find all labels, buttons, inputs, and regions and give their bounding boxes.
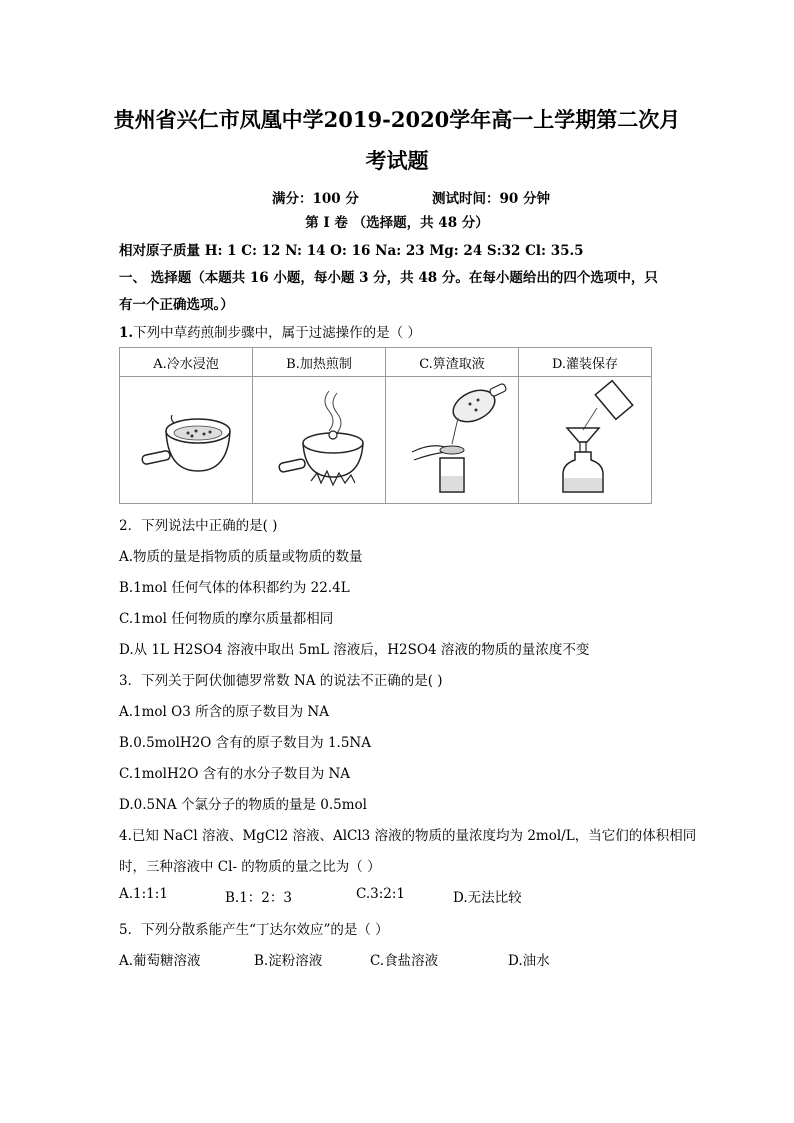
title-line-2: 考试题	[365, 148, 429, 173]
q1-image-c	[386, 377, 519, 504]
q3-stem: 3．下列关于阿伏伽德罗常数 NA 的说法不正确的是( )	[119, 673, 443, 689]
q4-option-a: A.1:1:1	[119, 886, 168, 902]
q1-option-b: B.加热煎制	[253, 348, 386, 377]
q5-stem: 5．下列分散系能产生“丁达尔效应”的是（ ）	[119, 922, 389, 938]
q4-line-1: 4.已知 NaCl 溶液、MgCl2 溶液、AlCl3 溶液的物质的量浓度均为 2mol/L，当它们的体积相同	[119, 828, 697, 844]
q5-option-a: A.葡萄糖溶液	[119, 953, 201, 969]
q1-option-a: A.冷水浸泡	[120, 348, 253, 377]
q3-option-d: D.0.5NA 个氯分子的物质的量是 0.5mol	[119, 797, 367, 813]
score: 满分：100 分	[272, 191, 359, 207]
q4-line-2: 时，三种溶液中 Cl- 的物质的量之比为（ ）	[119, 859, 381, 875]
q5-option-c: C.食盐溶液	[370, 953, 439, 969]
q1-image-a	[120, 377, 253, 504]
atomic-mass-line: 相对原子质量 H: 1 C: 12 N: 14 O: 16 Na: 23 Mg: 24 S:32 Cl: 35.5	[119, 243, 584, 259]
q2-option-b: B.1mol 任何气体的体积都约为 22.4L	[119, 580, 350, 596]
q1-number: 1.	[119, 325, 134, 341]
instructions-line-2: 有一个正确选项。）	[119, 297, 234, 313]
q5-option-d: D.油水	[508, 953, 550, 969]
bottling-illustration	[525, 378, 645, 498]
title-line-1: 贵州省兴仁市凤凰中学2019-2020学年高一上学期第二次月	[113, 107, 681, 132]
q3-option-a: A.1mol O3 所含的原子数目为 NA	[119, 704, 329, 720]
q4-option-b: B.1：2：3	[225, 890, 292, 906]
q1-image-b	[253, 377, 386, 504]
q3-option-b: B.0.5molH2O 含有的原子数目为 1.5NA	[119, 735, 371, 751]
q1-image-d	[519, 377, 652, 504]
q2-option-d: D.从 1L H2SO4 溶液中取出 5mL 溶液后，H2SO4 溶液的物质的量浓度不变	[119, 642, 590, 658]
filtering-illustration	[392, 378, 512, 498]
q2-stem: 2．下列说法中正确的是( )	[119, 518, 278, 534]
q2-option-c: C.1mol 任何物质的摩尔质量都相同	[119, 611, 334, 627]
heating-pot-illustration	[259, 381, 379, 496]
q1-option-d: D.灌装保存	[519, 348, 652, 377]
q5-option-b: B.淀粉溶液	[254, 953, 323, 969]
soaking-pot-illustration	[126, 383, 246, 493]
q1-options-table	[119, 347, 652, 504]
instructions-line-1: 一、 选择题（本题共 16 小题，每小题 3 分，共 48 分。在每小题给出的四个选项中，只	[119, 270, 658, 286]
test-time: 测试时间：90 分钟	[432, 191, 550, 207]
q2-option-a: A.物质的量是指物质的质量或物质的数量	[119, 549, 363, 565]
q4-option-d: D.无法比较	[453, 890, 522, 906]
section-heading: 第 I 卷 （选择题，共 48 分）	[305, 215, 489, 231]
q1-stem	[119, 321, 421, 341]
q4-option-c: C.3:2:1	[356, 886, 406, 902]
q3-option-c: C.1molH2O 含有的水分子数目为 NA	[119, 766, 351, 782]
q1-text: 下列中草药煎制步骤中，属于过滤操作的是（ ）	[133, 325, 421, 341]
q1-option-c: C.箅渣取液	[386, 348, 519, 377]
